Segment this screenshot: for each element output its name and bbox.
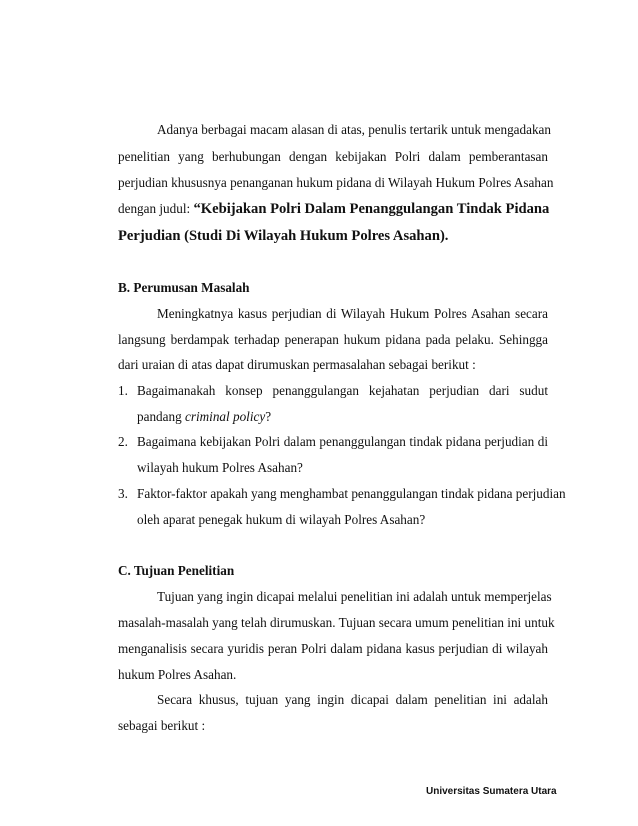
italic-term: criminal policy (184, 409, 266, 424)
list-item-number: 2. (118, 434, 128, 449)
list-item-2-line-1: Bagaimana kebijakan Polri dalam penanggulangan tindak pidana perjudian di (137, 434, 548, 449)
section-c-p2-line-2: sebagai berikut : (118, 718, 206, 733)
section-b-p1-line-2: langsung berdampak terhadap penerapan hukum pidana pada pelaku. Sehingga (118, 332, 548, 347)
section-c-p1-line-4: hukum Polres Asahan. (118, 667, 237, 682)
title-bold-2: Perjudian (Studi Di Wilayah Hukum Polres Asahan). (118, 228, 449, 244)
list-item-number: 1. (118, 383, 128, 398)
intro-line-4-prefix: dengan judul: (118, 201, 194, 216)
list-item-3-line-2: oleh aparat penegak hukum di wilayah Polres Asahan? (137, 512, 426, 527)
intro-line-4 (118, 201, 548, 217)
intro-line-3: perjudian khususnya penanganan hukum pidana di Wilayah Hukum Polres Asahan (118, 175, 554, 190)
section-c-p1-line-2: masalah-masalah yang telah dirumuskan. Tujuan secara umum penelitian ini untuk (118, 615, 555, 630)
section-b-p1-line-3: dari uraian di atas dapat dirumuskan permasalahan sebagai berikut : (118, 357, 476, 372)
section-c-p1-line-3: menganalisis secara yuridis peran Polri dalam pidana kasus perjudian di wilayah (118, 641, 548, 656)
intro-line-1: Adanya berbagai macam alasan di atas, penulis tertarik untuk mengadakan (157, 122, 552, 137)
section-c-heading: C. Tujuan Penelitian (118, 563, 235, 578)
section-b-p1-line-1: Meningkatnya kasus perjudian di Wilayah Hukum Polres Asahan secara (157, 306, 548, 321)
list-item-1-line-2 (137, 409, 548, 425)
section-c-p1-line-1: Tujuan yang ingin dicapai melalui penelitian ini adalah untuk memperjelas (157, 589, 552, 604)
title-bold-1: “Kebijakan Polri Dalam Penanggulangan Tindak Pidana (193, 201, 550, 217)
list-item-1-prefix: pandang (137, 409, 185, 424)
list-item-2-line-2: wilayah hukum Polres Asahan? (137, 460, 303, 475)
section-c-p2-line-1: Secara khusus, tujuan yang ingin dicapai dalam penelitian ini adalah (157, 692, 548, 707)
footer-university: Universitas Sumatera Utara (426, 786, 557, 797)
list-item-number: 3. (118, 486, 128, 501)
intro-line-2: penelitian yang berhubungan dengan kebijakan Polri dalam pemberantasan (118, 149, 548, 164)
list-item-1-suffix: ? (265, 409, 272, 424)
list-item-3-line-1: Faktor-faktor apakah yang menghambat penanggulangan tindak pidana perjudian (137, 486, 566, 501)
list-item-1-line-1: Bagaimanakah konsep penanggulangan kejahatan perjudian dari sudut (137, 383, 548, 398)
section-b-heading: B. Perumusan Masalah (118, 280, 250, 295)
